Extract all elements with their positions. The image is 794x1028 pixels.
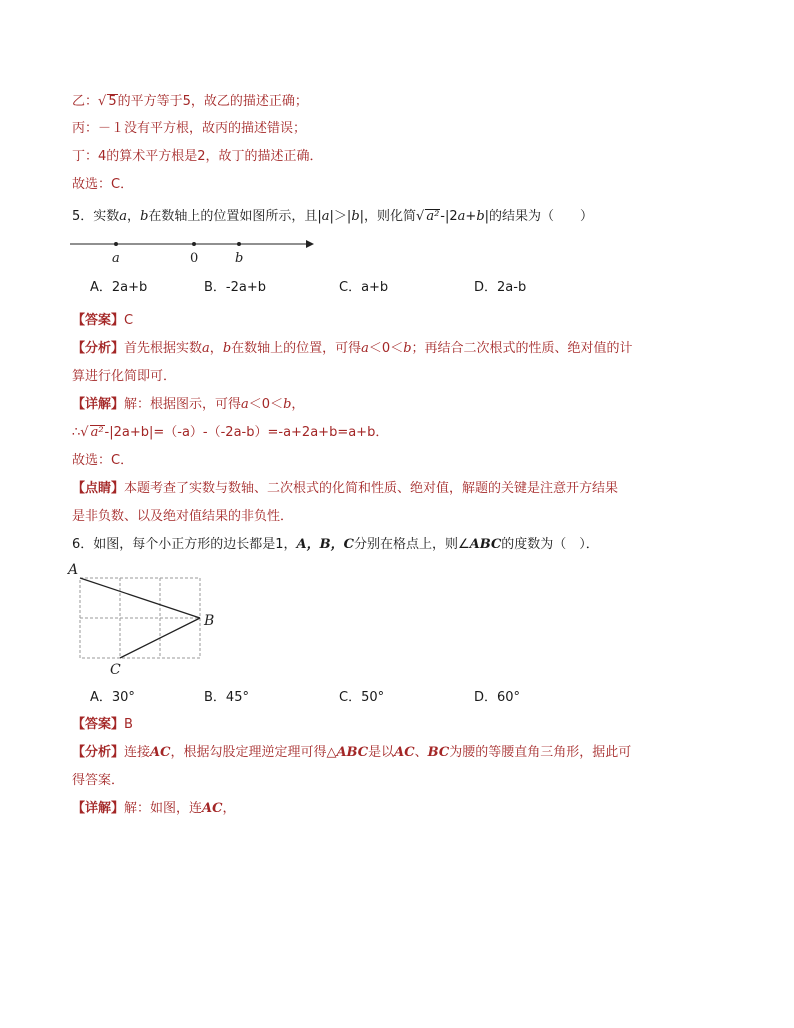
number-line-figure [66, 232, 326, 266]
line-bing: 丙：－１没有平方根，故丙的描述错误； [72, 121, 307, 136]
label-point-b: B [204, 613, 215, 629]
segment-ab [80, 578, 200, 618]
grid-triangle-figure [64, 560, 224, 678]
q6-analysis-line1: 【分析】连接AC，根据勾股定理逆定理可得△ABC是以AC、BC为腰的等腰直角三角形，据此可 [72, 745, 632, 760]
q5-analysis-line2: 算进行化简即可． [72, 369, 177, 384]
q5-detail-line1: 【详解】解：根据图示，可得a＜0＜b， [72, 397, 305, 412]
label-a: a [112, 251, 120, 266]
point-zero [192, 242, 196, 246]
q5-detail-line2: ∴√ a²-|2a+b|=（-a）-（-2a-b）=-a+2a+b=a+b． [72, 425, 389, 440]
q5-option-c[interactable]: C．a+b [339, 280, 389, 295]
q6-detail-line1: 【详解】解：如图，连AC， [72, 801, 236, 816]
point-a [114, 242, 118, 246]
q5-detail-line3: 故选：C． [72, 453, 134, 468]
q6-option-d[interactable]: D．60° [474, 690, 521, 705]
q6-option-b[interactable]: B．45° [204, 690, 249, 705]
q5-analysis-line1: 【分析】首先根据实数a，b在数轴上的位置，可得a＜0＜b；再结合二次根式的性质、绝对值的计 [72, 341, 633, 356]
line-ding: 丁：4的算术平方根是2，故丁的描述正确． [72, 149, 323, 164]
sqrt-5: 5 [108, 94, 117, 109]
point-b [237, 242, 241, 246]
label-point-c: C [110, 662, 121, 678]
line-yi: 乙：√ 5的平方等于5，故乙的描述正确； [72, 94, 308, 109]
q5-comment-line2: 是非负数、以及绝对值结果的非负性． [72, 509, 294, 524]
label-zero: 0 [190, 251, 199, 266]
q5-stem: 5．实数a，b在数轴上的位置如图所示，且|a|＞|b|，则化简√ a²-|2a+b|的结果为（ ） [72, 209, 594, 224]
q6-option-a[interactable]: A．30° [90, 690, 135, 705]
q6-option-c[interactable]: C．50° [339, 690, 385, 705]
label-b: b [235, 251, 244, 266]
q5-answer: 【答案】C [72, 313, 134, 328]
number-line-arrow [306, 240, 314, 248]
q6-analysis-line2: 得答案． [72, 773, 125, 788]
q5-option-d[interactable]: D．2a-b [474, 280, 527, 295]
q6-answer: 【答案】B [72, 717, 133, 732]
line-choose-prev: 故选：C． [72, 177, 134, 192]
q5-comment-line1: 【点睛】本题考查了实数与数轴、二次根式的化简和性质、绝对值，解题的关键是注意开方结果 [72, 481, 619, 496]
q5-option-b[interactable]: B．-2a+b [204, 280, 266, 295]
q5-option-a[interactable]: A．2a+b [90, 280, 148, 295]
q6-stem: 6．如图，每个小正方形的边长都是1，A，B，C分别在格点上，则∠ABC的度数为（ ）． [72, 537, 599, 552]
label-point-a: A [68, 562, 79, 578]
